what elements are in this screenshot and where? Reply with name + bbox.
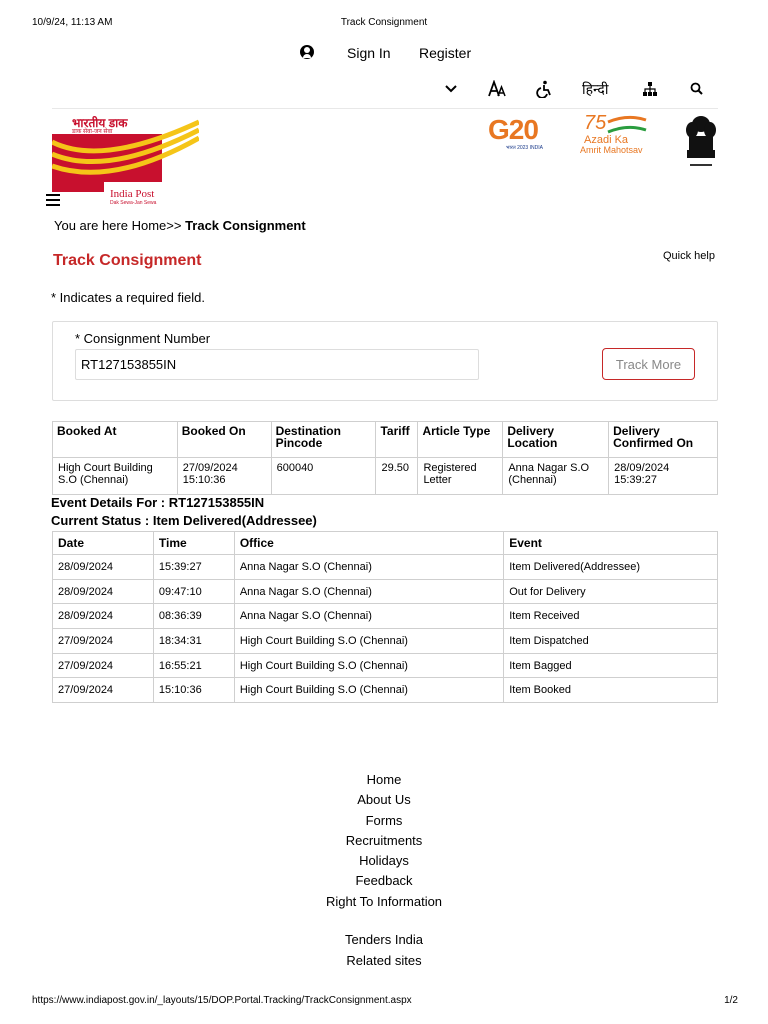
- user-icon[interactable]: [300, 45, 314, 59]
- quick-help-link[interactable]: Quick help: [663, 250, 715, 262]
- column-header: Article Type: [418, 422, 503, 458]
- column-header: Booked At: [53, 422, 178, 458]
- azadi-ka-amrit-mahotsav-logo: [580, 112, 660, 158]
- menu-hamburger-icon[interactable]: [46, 194, 60, 206]
- footer-link-tenders-india[interactable]: Tenders India: [344, 932, 424, 947]
- event-details-table: [52, 531, 718, 703]
- logo-hindi-text: भारतीय डाक: [72, 116, 128, 130]
- column-header: Office: [234, 532, 503, 555]
- footer-links: [0, 772, 768, 914]
- table-header-row: [53, 422, 718, 458]
- event-date-cell: 27/09/2024: [53, 678, 154, 703]
- azadi-line-1: Azadi Ka: [584, 134, 629, 146]
- column-header: Delivery Confirmed On: [609, 422, 718, 458]
- page-title: Track Consignment: [53, 252, 202, 269]
- table-row: [53, 555, 718, 580]
- top-links: [0, 44, 768, 64]
- accessibility-toolbar: [0, 80, 768, 100]
- search-icon[interactable]: [690, 80, 704, 102]
- table-row: [53, 604, 718, 629]
- table-row: [53, 678, 718, 703]
- article-type-cell: Registered Letter: [418, 458, 503, 495]
- required-field-note: * Indicates a required field.: [51, 290, 205, 305]
- booking-details-table: [52, 421, 718, 495]
- table-row: [53, 458, 718, 495]
- destination-pincode-cell: 600040: [271, 458, 376, 495]
- event-date-cell: 28/09/2024: [53, 579, 154, 604]
- event-office-cell: High Court Building S.O (Chennai): [234, 629, 503, 654]
- table-row: [53, 629, 718, 654]
- booked-at-cell: High Court Building S.O (Chennai): [53, 458, 178, 495]
- india-post-logo[interactable]: [52, 112, 199, 204]
- logo-brand-text: India Post: [110, 188, 155, 200]
- delivery-confirmed-on-cell: 28/09/2024 15:39:27: [609, 458, 718, 495]
- booked-on-cell: 27/09/2024 15:10:36: [177, 458, 271, 495]
- footer-link-holidays[interactable]: Holidays: [359, 853, 409, 869]
- event-date-cell: 28/09/2024: [53, 555, 154, 580]
- logo-hindi-tagline: डाक सेवा-जन सेवा: [72, 129, 113, 135]
- event-office-cell: High Court Building S.O (Chennai): [234, 678, 503, 703]
- event-name-cell: Item Booked: [504, 678, 718, 703]
- footer-link-feedback[interactable]: Feedback: [355, 873, 413, 889]
- g20-logo: [486, 114, 564, 154]
- chevron-down-icon[interactable]: [444, 80, 458, 102]
- print-title: Track Consignment: [340, 17, 428, 28]
- track-form: [52, 321, 718, 401]
- footer-link-recruitments[interactable]: Recruitments: [345, 832, 423, 848]
- event-name-cell: Out for Delivery: [504, 579, 718, 604]
- event-time-cell: 18:34:31: [153, 629, 234, 654]
- breadcrumb: [54, 218, 306, 233]
- consignment-number-label: * Consignment Number: [75, 331, 211, 346]
- g20-subtext: भारत 2023 INDIA: [506, 145, 543, 151]
- table-row: [53, 653, 718, 678]
- national-emblem: [684, 114, 718, 170]
- footer-link-forms[interactable]: Forms: [365, 812, 403, 828]
- tariff-cell: 29.50: [376, 458, 418, 495]
- event-details-heading: Event Details For : RT127153855IN: [51, 495, 265, 510]
- footer-links-secondary: [0, 932, 768, 973]
- event-office-cell: High Court Building S.O (Chennai): [234, 653, 503, 678]
- event-office-cell: Anna Nagar S.O (Chennai): [234, 579, 503, 604]
- column-header: Destination Pincode: [271, 422, 376, 458]
- delivery-location-cell: Anna Nagar S.O (Chennai): [503, 458, 609, 495]
- track-more-button[interactable]: Track More: [602, 348, 695, 380]
- consignment-number-input[interactable]: [75, 349, 479, 380]
- header-divider: [52, 108, 718, 109]
- event-name-cell: Item Delivered(Addressee): [504, 555, 718, 580]
- column-header: Delivery Location: [503, 422, 609, 458]
- event-time-cell: 16:55:21: [153, 653, 234, 678]
- event-time-cell: 08:36:39: [153, 604, 234, 629]
- hindi-language-link[interactable]: हिन्दी: [582, 81, 609, 97]
- column-header: Time: [153, 532, 234, 555]
- footer-link-about-us[interactable]: About Us: [357, 792, 411, 808]
- column-header: Booked On: [177, 422, 271, 458]
- event-time-cell: 15:10:36: [153, 678, 234, 703]
- footer-link-rti[interactable]: Right To Information: [325, 893, 443, 909]
- register-link[interactable]: Register: [419, 45, 472, 61]
- sitemap-icon[interactable]: [642, 80, 658, 102]
- column-header: Event: [504, 532, 718, 555]
- column-header: Date: [53, 532, 154, 555]
- event-name-cell: Item Dispatched: [504, 629, 718, 654]
- footer-link-home[interactable]: Home: [366, 772, 402, 787]
- event-office-cell: Anna Nagar S.O (Chennai): [234, 555, 503, 580]
- event-office-cell: Anna Nagar S.O (Chennai): [234, 604, 503, 629]
- event-name-cell: Item Received: [504, 604, 718, 629]
- column-header: Tariff: [376, 422, 418, 458]
- footer-link-related-sites[interactable]: Related sites: [346, 952, 422, 968]
- table-row: [53, 579, 718, 604]
- event-date-cell: 27/09/2024: [53, 653, 154, 678]
- print-url: https://www.indiapost.gov.in/_layouts/15/DOP.Portal.Tracking/TrackConsignment.aspx: [32, 995, 412, 1006]
- logo-tagline: Dak Sewa-Jan Sewa: [110, 200, 157, 206]
- g20-mark: G20: [488, 114, 538, 145]
- font-size-icon[interactable]: [488, 80, 508, 102]
- azadi-number: 75: [584, 112, 607, 134]
- azadi-line-2: Amrit Mahotsav: [580, 145, 643, 155]
- table-header-row: [53, 532, 718, 555]
- breadcrumb-prefix: You are here Home>>: [54, 218, 186, 233]
- event-time-cell: 09:47:10: [153, 579, 234, 604]
- breadcrumb-current: Track Consignment: [185, 218, 306, 233]
- sign-in-link[interactable]: Sign In: [347, 45, 391, 61]
- event-date-cell: 27/09/2024: [53, 629, 154, 654]
- event-time-cell: 15:39:27: [153, 555, 234, 580]
- print-page-number: 1/2: [724, 995, 738, 1006]
- print-datetime: 10/9/24, 11:13 AM: [32, 17, 113, 28]
- current-status: Current Status : Item Delivered(Addressee): [51, 513, 317, 528]
- event-date-cell: 28/09/2024: [53, 604, 154, 629]
- accessibility-icon[interactable]: [536, 80, 552, 102]
- event-name-cell: Item Bagged: [504, 653, 718, 678]
